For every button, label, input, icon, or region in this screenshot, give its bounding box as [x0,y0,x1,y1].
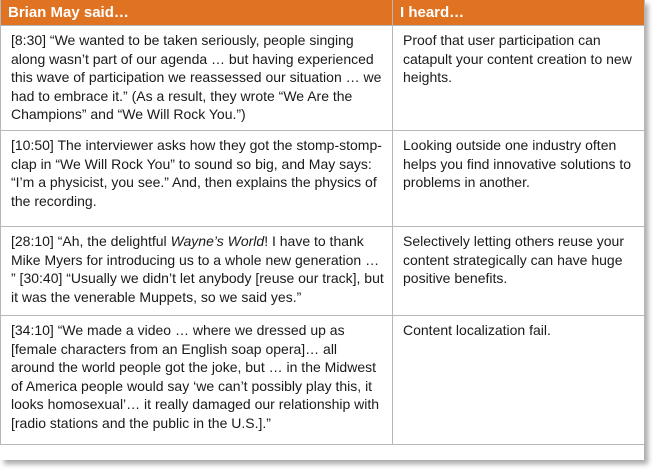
header-i-heard: I heard… [393,0,645,26]
quote-cell [1,227,393,316]
quote-text-italic: Wayne’s World [170,233,265,249]
takeaway-cell: Proof that user participation can catapult your content creation to new heights. [393,26,645,131]
table-row [1,131,645,227]
takeaway-cell: Looking outside one industry often helps you find innovative solutions to problems in another. [393,131,645,227]
table-row [1,227,645,316]
table-row [1,26,645,131]
quote-cell: [8:30] “We wanted to be taken seriously, people singing along wasn’t part of our agenda … but having experienced this wave of participation we reassessed our situation … we had to embrace it.” (As a result, they wrote “We Are the Champions” and “We Will Rock You.”) [1,26,393,131]
quote-text-part: ! I have to thank Mike Myers for introducing us to a whole new generation … ” [30:40] “Usually we didn’t let anybody [reuse our track], but it was the venerable Muppets, so we said yes.” [11,233,384,305]
quote-text-part: [28:10] “Ah, the delightful [11,233,171,249]
quote-cell: [10:50] The interviewer asks how they got the stomp-stomp-clap in “We Will Rock You” to sound so big, and May says: “I’m a physicist, you see.” And, then explains the physics of the recording. [1,131,393,227]
header-brian-may-said: Brian May said… [1,0,393,26]
table-header-row [1,0,645,26]
takeaway-cell: Content localization fail. [393,316,645,445]
quote-cell: [34:10] “We made a video … where we dressed up as [female characters from an English soap opera]… all around the world people got the joke, but … in the Midwest of America people would say ‘we can’t possibly play this, it looks homosexual’… it really damaged our relationship with [radio stations and the public in the U.S.].” [1,316,393,445]
table-row [1,316,645,445]
takeaway-cell: Selectively letting others reuse your content strategically can have huge positive benefits. [393,227,645,316]
